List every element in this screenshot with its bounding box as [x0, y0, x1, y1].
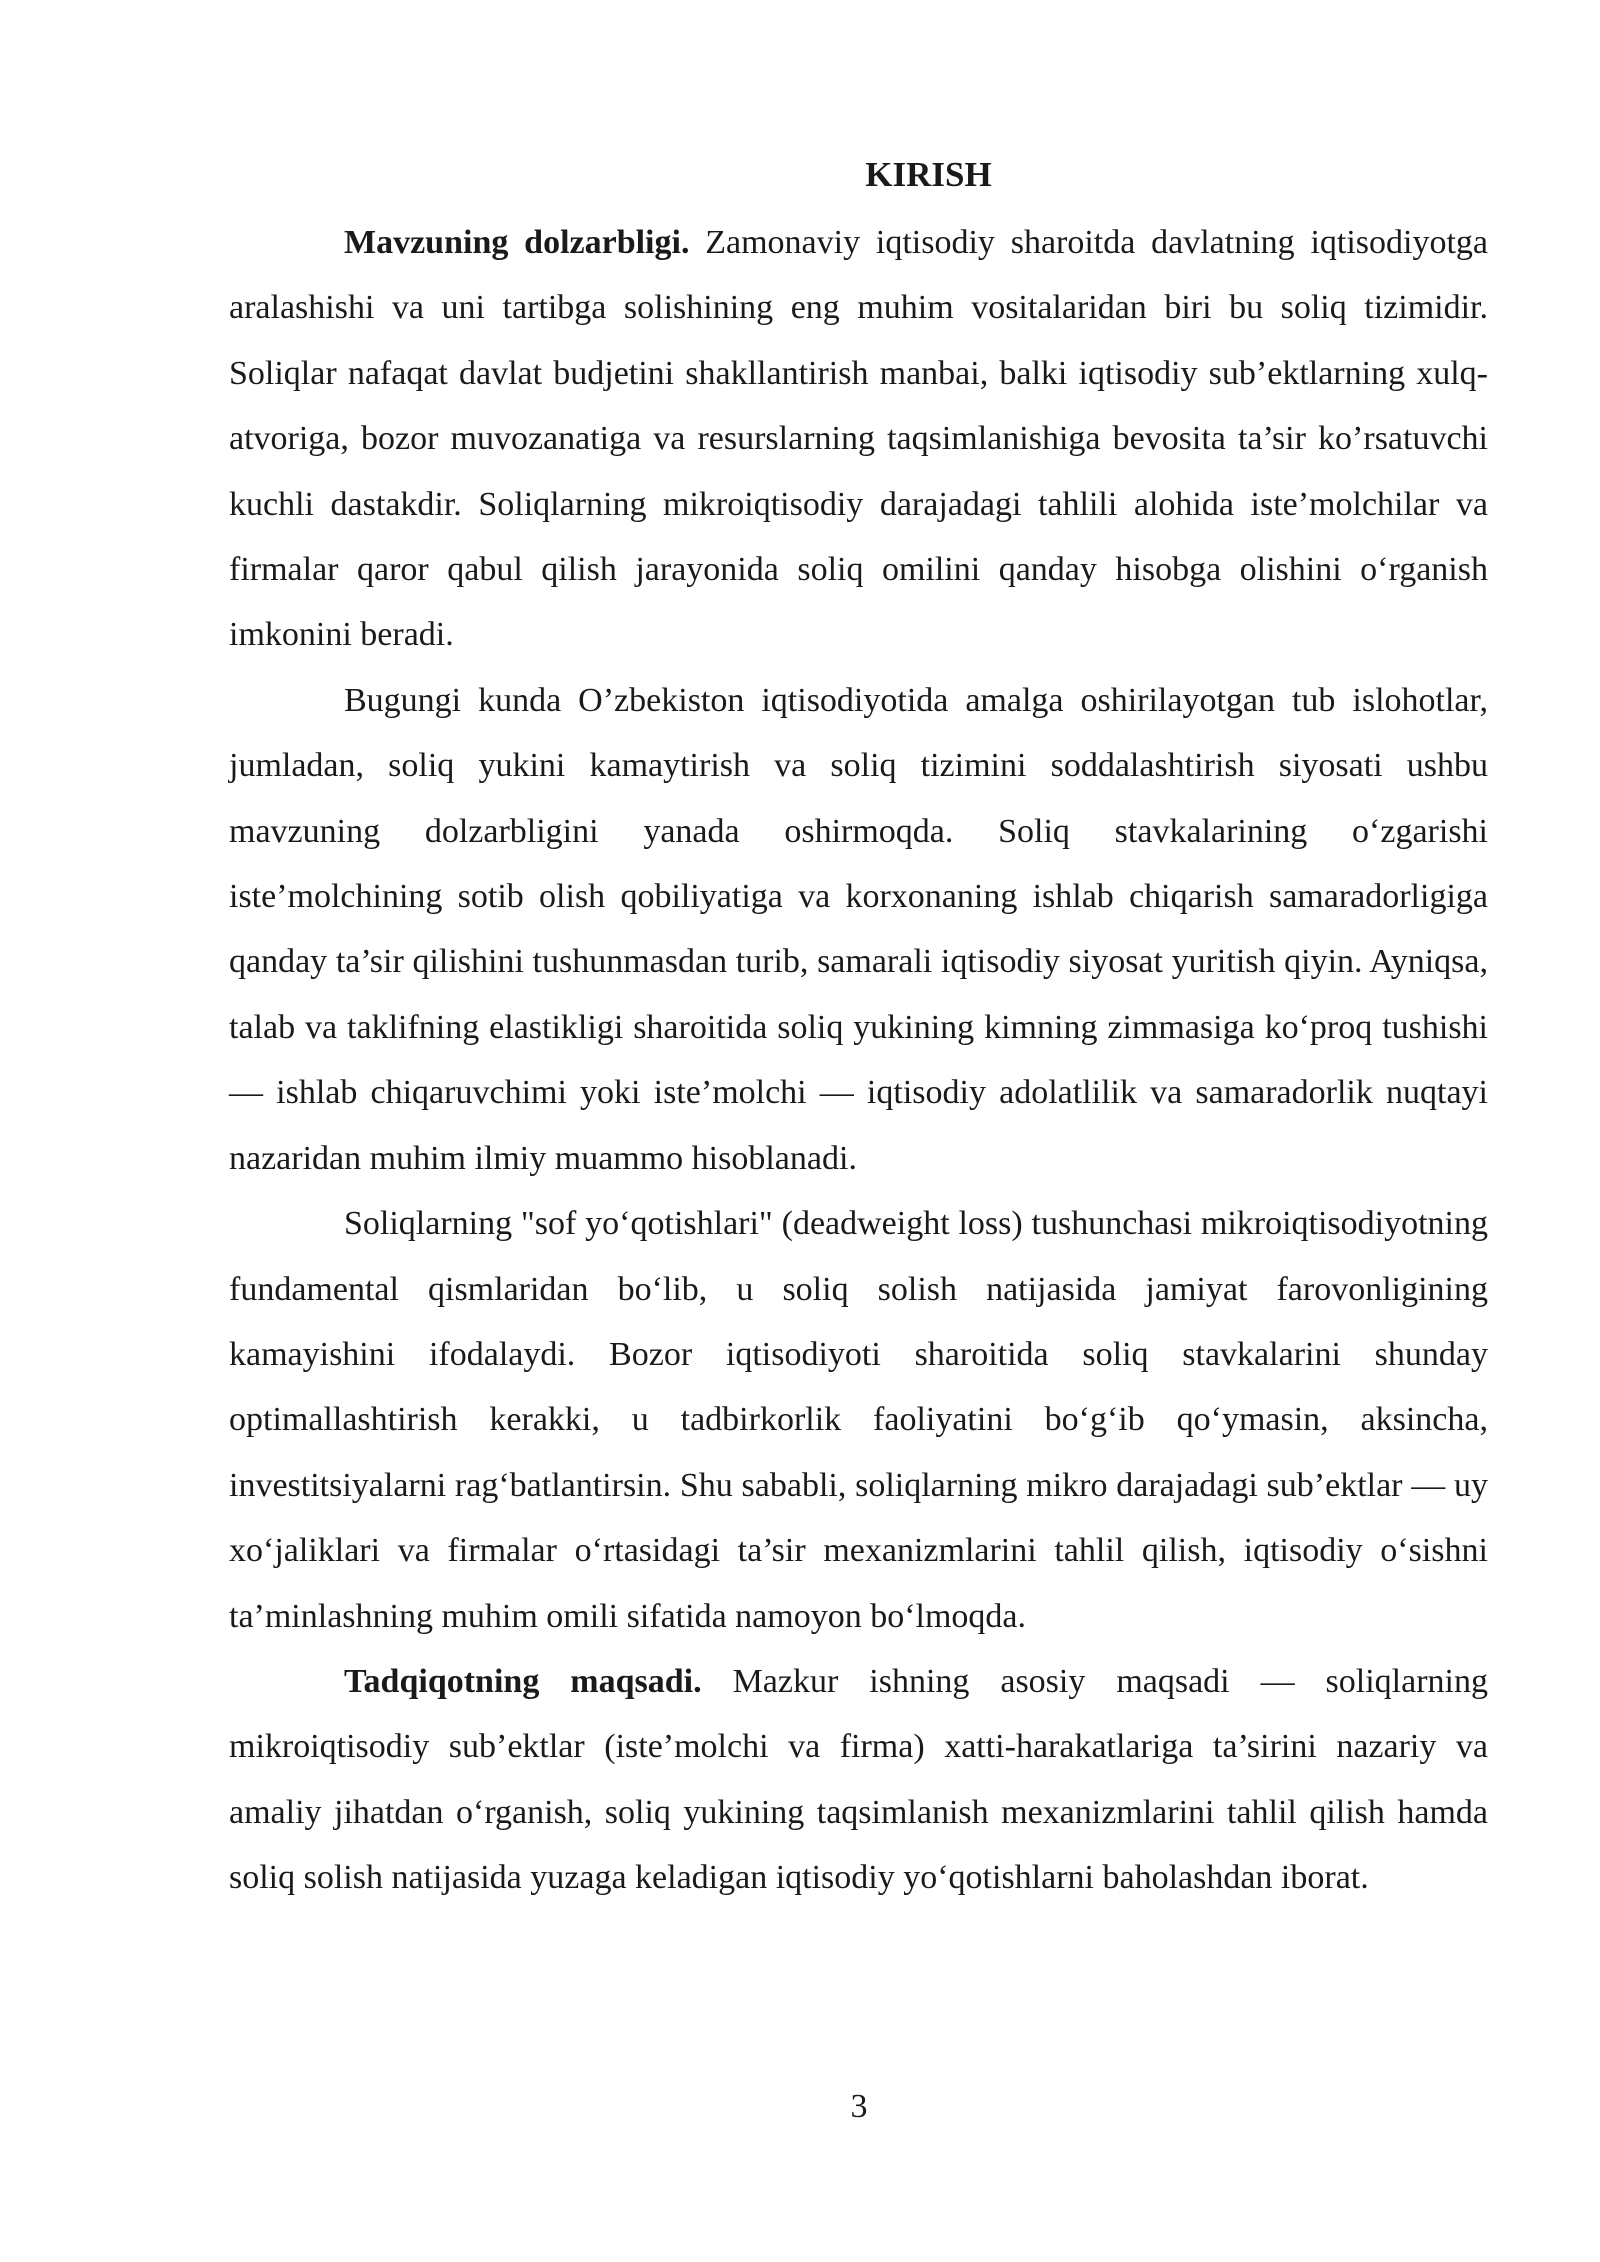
paragraph-reforms — [229, 668, 1488, 1191]
page-content — [229, 148, 1488, 1911]
paragraph-text: Mazkur ishning asosiy maqsadi — soliqlarning mikroiqtisodiy sub’ektlar (iste’molchi va firma) xatti-harakatlariga ta’sirini nazariy va amaliy jihatdan o‘rganish, soliq yukining taqsimlanish mexanizmlarini tahlil qilish hamda soliq solish natijasida yuzaga keladigan iqtisodiy yo‘qotishlarni baholashdan iborat. — [229, 1662, 1488, 1897]
paragraph-text: Bugungi kunda O’zbekiston iqtisodiyotida amalga oshirilayotgan tub islohotlar, jumladan, soliq yukini kamaytirish va soliq tizimini soddalashtirish siyosati ushbu mavzuning dolzarbligini yanada oshirmoqda. Soliq stavkalarining o‘zgarishi iste’molchining sotib olish qobiliyatiga va korxonaning ishlab chiqarish samaradorligiga qanday ta’sir qilishini tushunmasdan turib, samarali iqtisodiy siyosat yuritish qiyin. Ayniqsa, talab va taklifning elastikligi sharoitida soliq yukining kimning zimmasiga ko‘proq tushishi — ishlab chiqaruvchimi yoki iste’molchi — iqtisodiy adolatlilik va samaradorlik nuqtayi nazaridan muhim ilmiy muammo hisoblanadi. — [229, 681, 1488, 1177]
section-title: KIRISH — [865, 155, 992, 194]
paragraph-lead: Mavzuning dolzarbligi. — [344, 224, 690, 261]
paragraph-text: Soliqlarning "sof yo‘qotishlari" (deadweight loss) tushunchasi mikroiqtisodiyotning fundamental qismlaridan bo‘lib, u soliq solish natijasida jamiyat farovonligining kamayishini ifodalaydi. Bozor iqtisodiyoti sharoitida soliq stavkalarini shunday optimallashtirish kerakki, u tadbirkorlik faoliyatini bo‘g‘ib qo‘ymasin, aksincha, investitsiyalarni rag‘batlantirsin. Shu sababli, soliqlarning mikro darajadagi sub’ektlar — uy xo‘jaliklari va firmalar o‘rtasidagi ta’sir mexanizmlarini tahlil qilish, iqtisodiy o‘sishni ta’minlashning muhim omili sifatida namoyon bo‘lmoqda. — [229, 1205, 1488, 1635]
paragraph-deadweight-loss — [229, 1191, 1488, 1649]
paragraph-relevance — [229, 210, 1488, 668]
paragraph-research-goal — [229, 1649, 1488, 1911]
paragraph-text: Zamonaviy iqtisodiy sharoitda davlatning iqtisodiyotga aralashishi va uni tartibga solishining eng muhim vositalaridan biri bu soliq tizimidir. Soliqlar nafaqat davlat budjetini shakllantirish manbai, balki iqtisodiy sub’ektlarning xulq-atvoriga, bozor muvozanatiga va resurslarning taqsimlanishiga bevosita ta’sir ko’rsatuvchi kuchli dastakdir. Soliqlarning mikroiqtisodiy darajadagi tahlili alohida iste’molchilar va firmalar qaror qabul qilish jarayonida soliq omilini qanday hisobga olishini o‘rganish imkonini beradi. — [229, 224, 1489, 654]
page-number: 3 — [850, 2088, 868, 2125]
paragraph-lead: Tadqiqotning maqsadi. — [344, 1662, 702, 1700]
